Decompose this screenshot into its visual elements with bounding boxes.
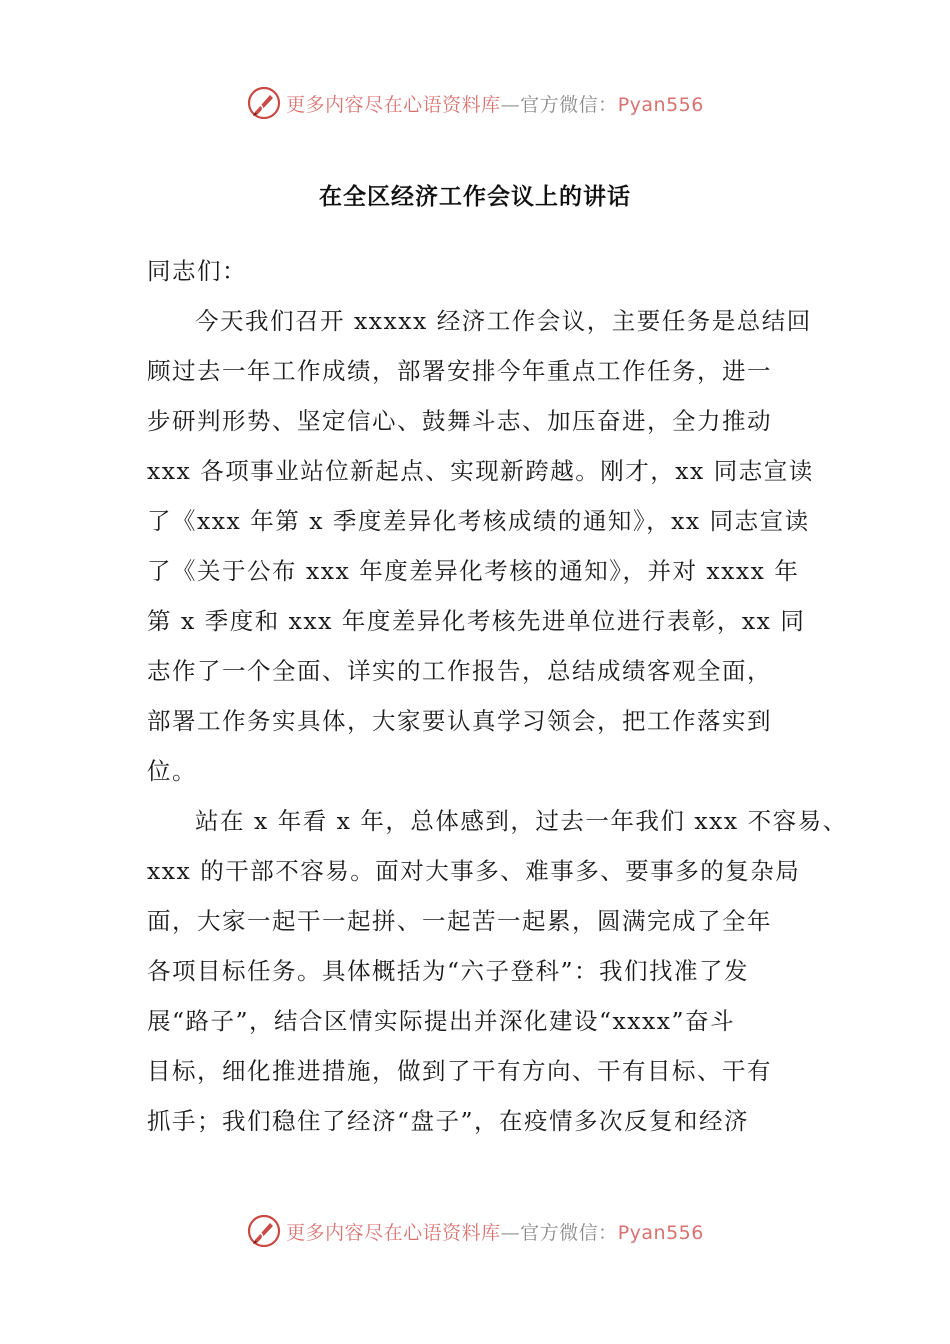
document-body bbox=[147, 246, 847, 1146]
body-line: 今天我们召开 xxxxx 经济工作会议，主要任务是总结回 bbox=[195, 307, 812, 335]
banner-wechat-id: Pyan556 bbox=[617, 93, 704, 116]
body-line: 位。 bbox=[147, 757, 197, 785]
banner-wechat-id: Pyan556 bbox=[617, 1221, 704, 1244]
banner-wechat-label: 官方微信： bbox=[520, 1221, 618, 1244]
body-line: 第 x 季度和 xxx 年度差异化考核先进单位进行表彰，xx 同 bbox=[147, 607, 806, 635]
pen-logo-icon bbox=[246, 85, 282, 121]
header-banner bbox=[0, 83, 950, 123]
banner-brand-text: 更多内容尽在心语资料库 bbox=[286, 93, 501, 116]
banner-wechat-label: 官方微信： bbox=[520, 93, 618, 116]
body-line: 目标，细化推进措施，做到了干有方向、干有目标、干有 bbox=[147, 1057, 772, 1085]
footer-banner bbox=[0, 1211, 950, 1251]
banner-brand-text: 更多内容尽在心语资料库 bbox=[286, 1221, 501, 1244]
body-line: 顾过去一年工作成绩，部署安排今年重点工作任务，进一 bbox=[147, 357, 772, 385]
body-line: 步研判形势、坚定信心、鼓舞斗志、加压奋进，全力推动 bbox=[147, 407, 772, 435]
body-line: 面，大家一起干一起拼、一起苦一起累，圆满完成了全年 bbox=[147, 907, 772, 935]
pen-logo-icon bbox=[246, 1213, 282, 1249]
body-line: 部署工作务实具体，大家要认真学习领会，把工作落实到 bbox=[147, 707, 772, 735]
body-line: 各项目标任务。具体概括为“六子登科”：我们找准了发 bbox=[147, 957, 750, 985]
banner-dash: — bbox=[500, 1221, 521, 1244]
body-line: 志作了一个全面、详实的工作报告，总结成绩客观全面， bbox=[147, 657, 772, 685]
body-line: 了《关于公布 xxx 年度差异化考核的通知》，并对 xxxx 年 bbox=[147, 557, 800, 585]
body-line: 展“路子”，结合区情实际提出并深化建设“xxxx”奋斗 bbox=[147, 1007, 736, 1035]
body-line: 站在 x 年看 x 年，总体感到，过去一年我们 xxx 不容易、 bbox=[195, 807, 848, 835]
document-title: 在全区经济工作会议上的讲话 bbox=[319, 184, 631, 210]
salutation-line: 同志们： bbox=[147, 257, 247, 285]
body-line: xxx 各项事业站位新起点、实现新跨越。刚才，xx 同志宣读 bbox=[147, 457, 814, 485]
body-line: xxx 的干部不容易。面对大事多、难事多、要事多的复杂局 bbox=[147, 857, 801, 885]
body-line: 了《xxx 年第 x 季度差异化考核成绩的通知》，xx 同志宣读 bbox=[147, 507, 810, 535]
banner-dash: — bbox=[500, 93, 521, 116]
body-line: 抓手；我们稳住了经济“盘子”，在疫情多次反复和经济 bbox=[147, 1107, 750, 1135]
